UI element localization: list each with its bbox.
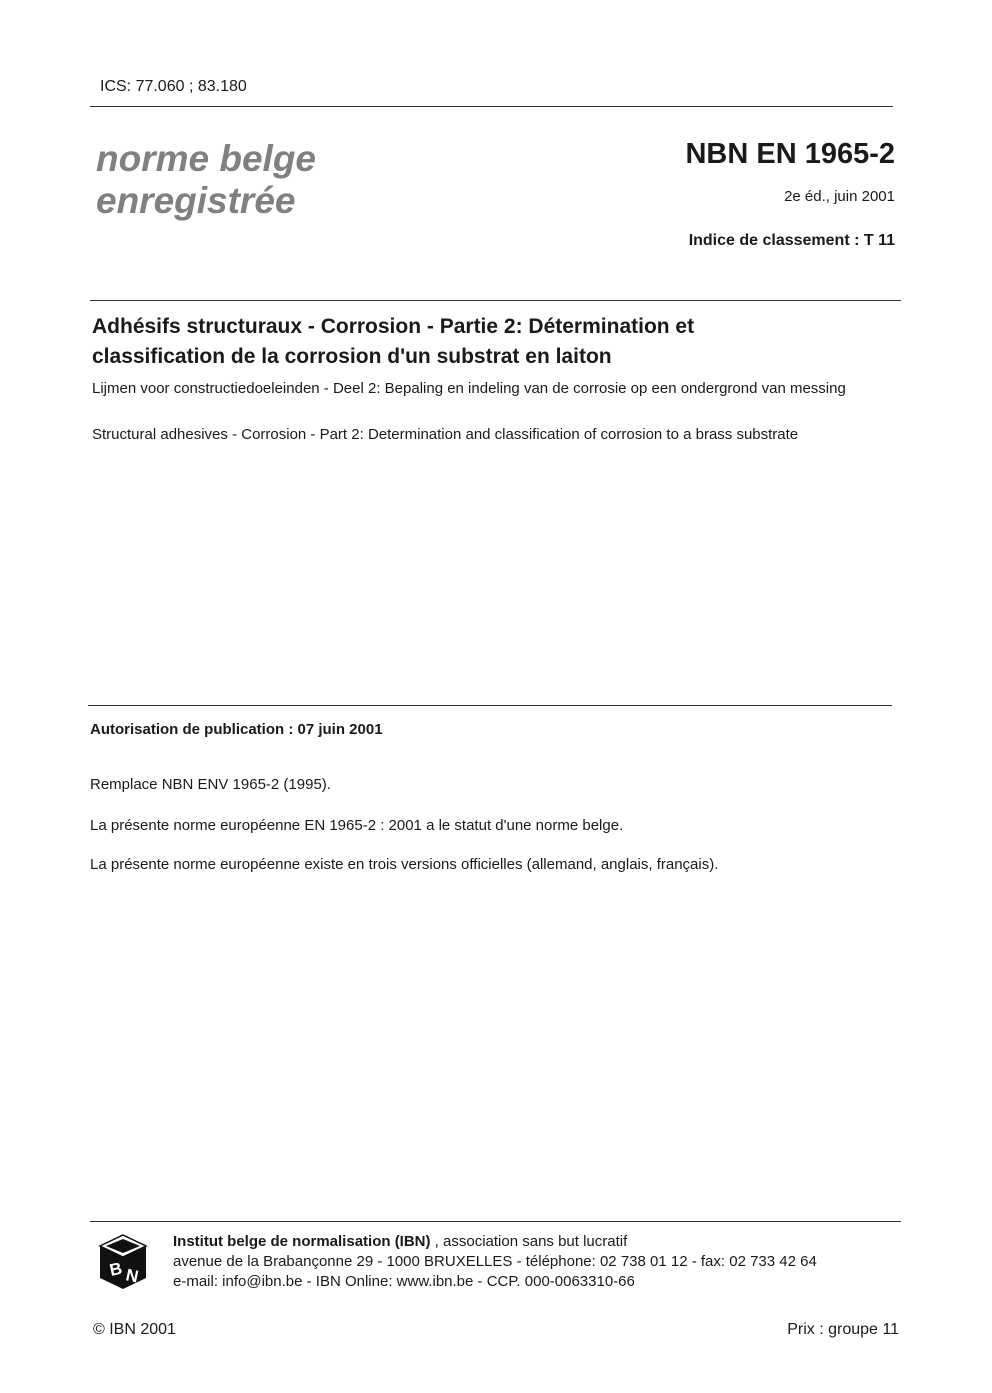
ibn-logo-icon: [98, 1233, 148, 1291]
svg-text:B: B: [107, 1258, 124, 1280]
ibn-contact-block: [173, 1232, 817, 1292]
standard-number: NBN EN 1965-2: [685, 138, 895, 170]
french-title-line-2: classification de la corrosion d'un substrat en laiton: [92, 345, 612, 368]
versions-paragraph: La présente norme européenne existe en trois versions officielles (allemand, anglais, français).: [90, 856, 719, 873]
english-title: Structural adhesives - Corrosion - Part 2: Determination and classification of corrosion to a brass substrate: [92, 426, 799, 443]
org-suffix: , association sans but lucratif: [430, 1233, 628, 1250]
svg-text:N: N: [124, 1265, 141, 1287]
replaces-paragraph: Remplace NBN ENV 1965-2 (1995).: [90, 776, 331, 793]
footer-divider: [90, 1221, 901, 1222]
dutch-title: Lijmen voor constructiedoeleinden - Deel 2: Bepaling en indeling van de corrosie op een ondergrond van messing: [92, 380, 846, 397]
copyright: © IBN 2001: [93, 1321, 176, 1338]
status-paragraph: La présente norme européenne EN 1965-2 : 2001 a le statut d'une norme belge.: [90, 817, 624, 834]
french-title: [92, 312, 912, 372]
org-name: Institut belge de normalisation (IBN): [173, 1233, 431, 1250]
norme-belge-title: [96, 138, 316, 222]
classification-index: Indice de classement : T 11: [688, 232, 895, 249]
publication-authorization: Autorisation de publication : 07 juin 2001: [90, 721, 383, 738]
price-group: Prix : groupe 11: [787, 1321, 899, 1338]
ics-code: ICS: 77.060 ; 83.180: [100, 78, 247, 95]
title-divider: [90, 300, 901, 301]
address-line: avenue de la Brabançonne 29 - 1000 BRUXELLES - téléphone: 02 738 01 12 - fax: 02 733 42 64: [173, 1253, 817, 1270]
contact-line: e-mail: info@ibn.be - IBN Online: www.ibn.be - CCP. 000-0063310-66: [173, 1273, 635, 1290]
header-divider: [90, 106, 893, 107]
norme-line-2: enregistrée: [96, 180, 296, 221]
edition-date: 2e éd., juin 2001: [784, 188, 895, 205]
org-line: [173, 1232, 817, 1252]
body-divider: [88, 705, 892, 706]
french-title-line-1: Adhésifs structuraux - Corrosion - Partie 2: Détermination et: [92, 315, 695, 338]
norme-line-1: norme belge: [96, 138, 316, 179]
